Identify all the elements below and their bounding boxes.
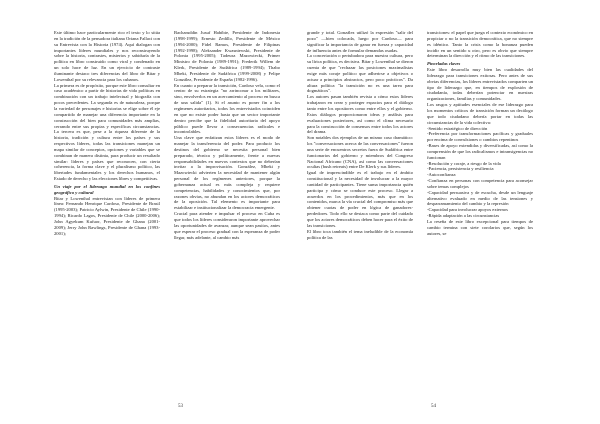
- list-item: -Capacidad para involucrar apoyos externos: [427, 207, 508, 213]
- paragraph: transiciones: el papel que juega el contexto económico en propiciar o no la transición democrática, que no siempre es idéntico. Tanto la crisis como la bonanza pueden incidir en un sentido u otro, pero es obvio que siempre determinan la dirección y el ritmo de las transiciones.: [427, 30, 533, 59]
- section-subhead: Un viaje por el liderazgo mundial en los confines geográfico y cultural: [54, 183, 160, 195]
- paragraph: El libro toca también el tema ineludible de la economía política de las: [307, 228, 413, 240]
- paragraph: grande y total. González utilizó la expresión "salir del pozo" —bien colocada, luego por Cardoso— para significar la importancia de ganar en fuerza y capacidad de influencia antes de formular demandas osadas.: [307, 30, 413, 53]
- paragraph: Una clave que enfatizan estos líderes es el modo de manejar la transferencia del poder. Para producir los destinos del gobierno se necesita personal bien preparado, técnica y políticamente, frente a nuevas responsabilidades en nuevos contextos que no deberían invitar a la improvisación. González, Mbeki y Mazowiecki advierten la necesidad de mantener algún personal de los regímenes anteriores, porque la gobernanza actual es más compleja y requiere competencias, habilidades y conocimientos que, por razones obvias, no abundan en los actores democráticos de la oposición. Tal elemento es importante para estabilizar e institucionalizar la democracia emergente.: [174, 135, 280, 211]
- paragraph: Los autores pasan también revista a cómo estos líderes trabajaron en crear y proteger espacios para el diálogo tanto entre los opositores como entre ellos y el gobierno. Estos diálogos proporcionaron ideas y análisis para evaluaciones posteriores, así como el clima necesario para la construcción de consensos entre todos los actores del drama.: [307, 94, 413, 135]
- list-item: -Confianza en personas con competencia para aconsejar sobre temas complejos: [427, 178, 533, 189]
- paragraph: Crucial para atender e impulsar el proceso en Cuba es que todos los líderes consideraron importante aprovechar las oportunidades de avanzar, aunque sean pasitos, antes que esperar el proceso gradual con la esperanza de poder llegar, más adelante, al cambio más: [174, 211, 280, 240]
- list-item: -Preferencia por transformaciones pacíficas y graduales por encima de convulsiones o cambios repentinos: [427, 131, 533, 143]
- paragraph: Este libro desarrolla muy bien las cualidades del liderazgo para transiciones exitosas. Pero antes de sus obvias diferencias, los líderes entrevistados comparten un tipo de liderazgo que, en tiempos de explosión de ciudadanía, todas deberían potenciar en nuestras organizaciones, familias y comunidades.: [427, 67, 533, 102]
- paragraph: Igual de imprescindible es el trabajo en el ámbito constitucional y la necesidad de involucrar a la mayor cantidad de participantes. Tiene suma importancia quién participa y cómo se conduce este proceso. Llegar a acuerdos en los procedimientos, más que en los contenidos, marca la vía crucial del compromiso más que obtener cuotas de poder en lógica de ganadores-perdedores. Todo ello se destaca como parte del cuidado que los actores democráticos deben hacer para el éxito de las transiciones.: [307, 170, 413, 228]
- qualities-list: [427, 126, 533, 220]
- list-item: -Autoconfianza: [427, 172, 456, 178]
- list-item: -Rápida adaptación a las circunstancias: [427, 213, 500, 219]
- section-subhead: Pinceladas claves: [427, 61, 461, 67]
- list-item: -Resolución y coraje, a riesgo de la vida: [427, 160, 501, 166]
- paragraph: Bitar y Lowenthal entrevistan con líderes de primera línea: Fernando Henrique Cardoso, Presidente de Brasil (1995-2003); Patricio Aylwin, Presidente de Chile (1990-1994); Ricardo Lagos, Presidente de Chile (2000-2006); John Agyekum Kufuor, Presidente de Ghana (2001-2009); Jerry John Rawlings, Presidente de Ghana (1993- 2001);: [54, 195, 160, 236]
- column-1: [54, 30, 160, 402]
- list-item: -Sentido estratégico de dirección: [427, 125, 488, 131]
- paragraph: En cuanto a preparar la transición, Cardoso vela, como el centro de su estrategia "no arrinconar a los militares, sino, envolverlos en un acercamiento al proceso en busca de una salida" (1). Si el asunto es poner fin a los regímenes autoritarios, todos los entrevistados coinciden en que no existe poder hasta que un sector importante dentro percibe que la fidelidad autoritaria del apoyo público puede llevar a consecuencias radicales e incontrolables.: [174, 82, 280, 135]
- paragraph: La reseña de este libro excepcional para tiempos de cambio termina con siete corolarios que, según los autores, se: [427, 219, 533, 236]
- column-4: [427, 30, 533, 402]
- list-item: -Paciencia, persistencia y resiliencia: [427, 166, 494, 172]
- paragraph: Son notables dos ejemplos de un mismo caso dramático: los "conversaciones acerca de las conversaciones" fueron una serie de encuentros secretos fuera de Sudáfrica entre funcionarios del gobierno y miembros del Congreso Nacional Africano (CNA), así como las conversaciones ocultas (bush retreats) entre De Klerk y sus líderes.: [307, 135, 413, 170]
- paragraph: La concertación o pertubadora para nuestra cultura, pero su lírica política, es decisiva. Bitar y Lowenthal se dieron cuenta de que "rechazar las posiciones maximalistas exige más coraje político que adherirse a objetivos o actuar a principios abstractos, pero poco prácticos". Da altura política "la transición no es una tarea para dogmáticos".: [307, 53, 413, 94]
- paragraph: Los rasgos y aptitudes esenciales de ese liderazgo para los momentos críticos de transición forman un decálogo que todo ciudadano debería portar en todas las circunstancias de la vida colectiva:: [427, 102, 533, 125]
- paragraph: Este último hace particularmente rico el texto y lo sitúa en la tradición de la pensadora italiana Oriana Fallaci con su Entrevista con la Historia (1974). Aquí dialogan con importantes líderes mundiales y nos reconstruyendo sobre la historia, contrastes, misterios y sabiduría de la política en libro construido como viral y condenado en un solo hace de luz. En un ejercicio de contraste iluminante destaco tres diferencias del libro de Bitar y Lowenthal por su relevancia para los cubanos.: [54, 30, 160, 82]
- column-3: [307, 30, 413, 402]
- list-item: -Bases de apoyo extendidas y diversificadas, así como la comprensión de que los radicalismos e intransigencias no funcionan: [427, 143, 533, 160]
- column-2: [174, 30, 280, 402]
- paragraph: Bacharuddin Jusuf Habibie, Presidente de Indonesia (1998-1999); Ernesto Zedillo, Presidente de México (1994-2000); Fidel Ramos, Presidente de Filipinas (1992-1998); Aleksander Kwasniewski, Presidente de Polonia (1995-2005); Tadeusz Mazowiecki, Primer Ministro de Polonia (1989-1991); Frederik Willem de Klerk, Presidente de Sudáfrica (1989-1994); Thabo Mbeki, Presidente de Sudáfrica (1999-2008) y Felipe González, Presidente de España (1982-1996).: [174, 30, 280, 82]
- page-number-right: 54: [431, 404, 436, 409]
- list-item: -Capacidad persuasiva y de escucha, desde un lenguaje alternativo evaluado en medio de las tensiones y desparramamiento del cambio y la represión: [427, 189, 533, 207]
- page-number-left: 53: [178, 404, 183, 409]
- paragraph: La primera es de propósito, porque este libro consultar en caso académico a partir de historias de vida políticas en combinación con un trabajo intelectual y biografía con pocos precedentes. La segunda es de naturaleza, porque la variedad de personajes e historias se elige sobre él eje compartido de manejar una diferencia importante en la construcción del bien para comunidades más amplias, cerrando entre sus propias y específicas circunstancias. La tercera es que, pese a la riqueza diferente de la historia, tradición y cultura entre los países y sus respectivos líderes, todas las transiciones manejan un mapa similar de conceptos, opciones y variables que se combinan de manera distinta, para producir un resultado similar: líderes y países que reconocen, con cierta coherencia, la forma clave y el pluralismo político, las libertades fundamentales y los derechos humanos, el Estado de derecho y las elecciones libres y competitivas.: [54, 82, 160, 182]
